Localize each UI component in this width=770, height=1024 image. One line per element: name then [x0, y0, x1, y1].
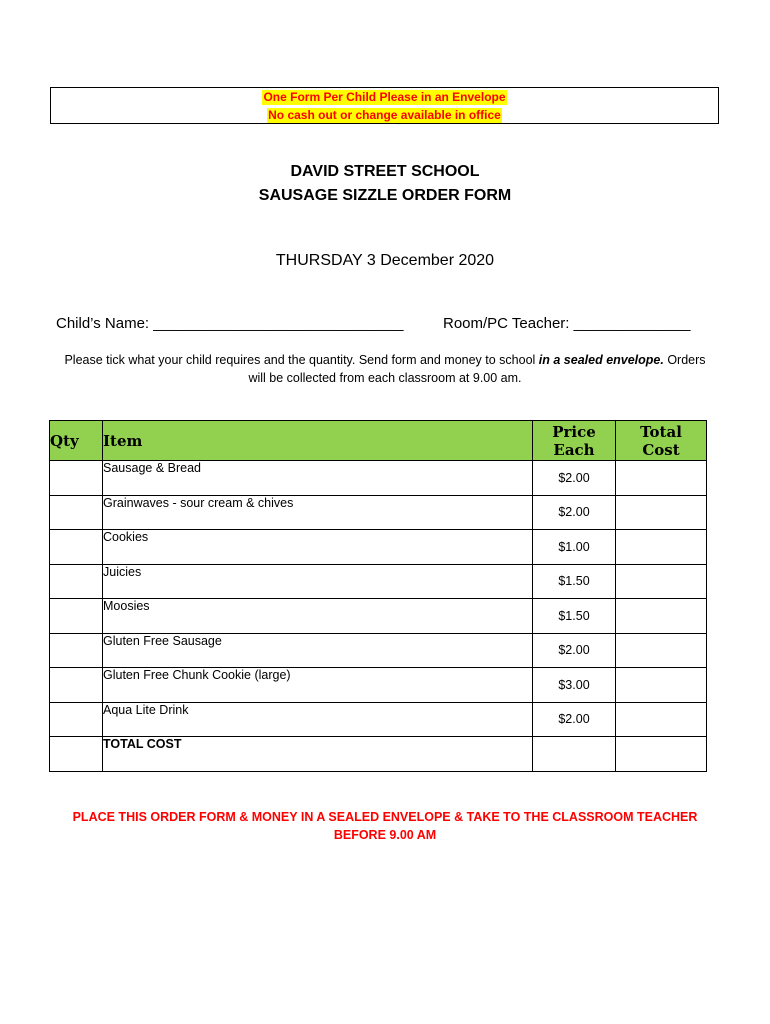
qty-header: Qty [50, 421, 103, 461]
qty-cell[interactable] [50, 633, 103, 668]
item-cell: Grainwaves - sour cream & chives [103, 495, 533, 530]
price-cell: $1.50 [533, 599, 616, 634]
price-cell: $1.00 [533, 530, 616, 565]
total-cost-label: TOTAL COST [103, 737, 533, 772]
item-cell: Aqua Lite Drink [103, 702, 533, 737]
room-teacher-field[interactable]: Room/PC Teacher: ______________ [443, 315, 691, 332]
total-cost-cell[interactable] [616, 530, 707, 565]
table-row [50, 564, 707, 599]
item-cell: Cookies [103, 530, 533, 565]
footer-instructions [55, 808, 715, 844]
qty-cell[interactable] [50, 702, 103, 737]
item-header: Item [103, 421, 533, 461]
qty-cell[interactable] [50, 530, 103, 565]
qty-cell[interactable] [50, 461, 103, 496]
price-header-line-1: Price [552, 422, 596, 441]
notice-box [50, 87, 719, 124]
item-cell: Moosies [103, 599, 533, 634]
total-cost-cell[interactable] [616, 668, 707, 703]
instructions-part-2: Orders will be collected from each classroom at 9.00 am. [248, 353, 706, 385]
notice-line-1: One Form Per Child Please in an Envelope [263, 90, 506, 104]
instructions-emphasis: in a sealed envelope. [538, 353, 664, 367]
footer-line-1: PLACE THIS ORDER FORM & MONEY IN A SEALED ENVELOPE & TAKE TO THE CLASSROOM TEACHER [72, 810, 698, 824]
total-cost-cell[interactable] [616, 564, 707, 599]
price-cell: $2.00 [533, 495, 616, 530]
grand-total-cell[interactable] [616, 737, 707, 772]
child-name-field[interactable]: Child’s Name: ______________________________ [56, 315, 404, 332]
notice-line-2: No cash out or change available in office [268, 108, 501, 122]
footer-line-2: BEFORE 9.00 AM [333, 828, 437, 842]
table-row [50, 461, 707, 496]
price-cell: $2.00 [533, 461, 616, 496]
total-cost-cell[interactable] [616, 599, 707, 634]
total-cost-cell[interactable] [616, 702, 707, 737]
item-cell: Gluten Free Sausage [103, 633, 533, 668]
total-cost-cell[interactable] [616, 461, 707, 496]
price-header-line-2: Each [553, 440, 595, 459]
qty-cell[interactable] [50, 599, 103, 634]
table-row [50, 599, 707, 634]
total-cost-cell[interactable] [616, 495, 707, 530]
total-header [616, 421, 707, 461]
total-row-spacer [533, 737, 616, 772]
price-cell: $2.00 [533, 702, 616, 737]
instructions [60, 351, 710, 387]
total-cost-cell[interactable] [616, 633, 707, 668]
qty-cell[interactable] [50, 668, 103, 703]
price-header [533, 421, 616, 461]
table-row [50, 668, 707, 703]
item-cell: Gluten Free Chunk Cookie (large) [103, 668, 533, 703]
school-name: DAVID STREET SCHOOL [290, 163, 480, 180]
total-row [50, 737, 707, 772]
qty-cell[interactable] [50, 564, 103, 599]
event-date: THURSDAY 3 December 2020 [275, 252, 495, 269]
item-cell: Sausage & Bread [103, 461, 533, 496]
qty-cell[interactable] [50, 495, 103, 530]
instructions-part-1: Please tick what your child requires and the quantity. Send form and money to school [64, 353, 539, 367]
price-cell: $3.00 [533, 668, 616, 703]
table-row [50, 633, 707, 668]
price-cell: $2.00 [533, 633, 616, 668]
total-header-line-1: Total [640, 422, 682, 441]
total-row-spacer [50, 737, 103, 772]
form-title: SAUSAGE SIZZLE ORDER FORM [258, 187, 512, 204]
order-table [49, 420, 707, 772]
table-row [50, 530, 707, 565]
item-cell: Juicies [103, 564, 533, 599]
total-header-line-2: Cost [642, 440, 680, 459]
table-header-row [50, 421, 707, 461]
table-row [50, 702, 707, 737]
table-row [50, 495, 707, 530]
price-cell: $1.50 [533, 564, 616, 599]
